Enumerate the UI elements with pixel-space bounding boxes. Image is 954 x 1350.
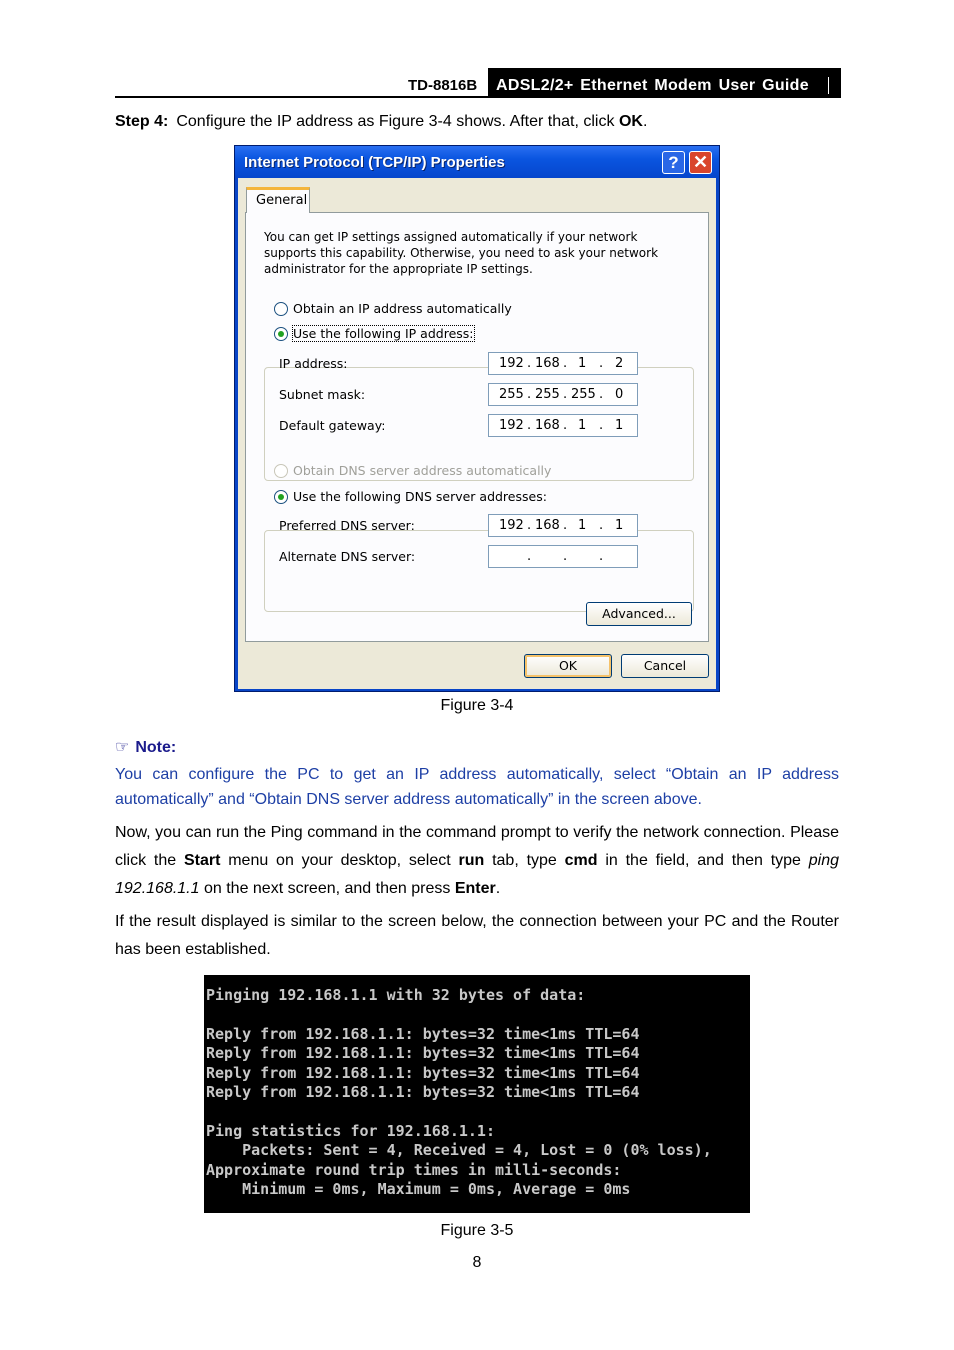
header-guide-title-text: ADSL2/2+ Ethernet Modem User Guide (496, 77, 809, 94)
default-gateway-field[interactable]: 192 . 168 . 1 . 1 (488, 414, 638, 437)
radio-obtain-ip-auto[interactable] (274, 301, 512, 316)
step4-paragraph (115, 110, 839, 134)
enter-bold: Enter (454, 880, 496, 897)
ip-octet: 168 (535, 356, 560, 371)
header-model: TD-8816B (408, 77, 478, 94)
radio-selected-icon (274, 490, 288, 504)
tcpip-properties-dialog (234, 145, 720, 692)
console-line: Reply from 192.168.1.1: bytes=32 time<1ms TTL=64 (206, 1083, 640, 1102)
gateway-octet: 1 (578, 418, 587, 433)
console-blank-line (206, 1102, 750, 1121)
cmd-bold: cmd (564, 852, 598, 869)
console-line: Minimum = 0ms, Maximum = 0ms, Average = 0ms (206, 1180, 631, 1199)
mask-octet: 255 (535, 387, 560, 402)
page-number: 8 (472, 1254, 482, 1271)
ping-text: . (495, 880, 501, 897)
radio-use-following-ip[interactable] (274, 326, 477, 341)
radio-obtain-ip-auto-label: Obtain an IP address automatically (293, 301, 512, 316)
dns-server-group (264, 530, 694, 612)
figure-3-5-caption: Figure 3-5 (440, 1222, 514, 1239)
mask-octet: 0 (615, 387, 624, 402)
ip-address-field[interactable]: 192 . 168 . 1 . 2 (488, 352, 638, 375)
ping-console-output (204, 975, 750, 1213)
ip-octet: 192 (499, 356, 524, 371)
close-icon[interactable]: ✕ (689, 151, 712, 174)
ping-text: on the next screen, and then press (199, 880, 455, 897)
console-line: Packets: Sent = 4, Received = 4, Lost = 0 (0% loss), (206, 1141, 712, 1160)
preferred-dns-label: Preferred DNS server: (279, 518, 415, 533)
console-line: Approximate round trip times in milli-seconds: (206, 1160, 622, 1179)
mask-octet: 255 (571, 387, 596, 402)
gateway-octet: 168 (535, 418, 560, 433)
console-line: Pinging 192.168.1.1 with 32 bytes of data: (206, 986, 586, 1004)
radio-use-following-dns[interactable] (274, 489, 550, 504)
mask-octet: 255 (499, 387, 524, 402)
run-bold: run (458, 852, 485, 869)
radio-obtain-dns-auto[interactable] (274, 463, 551, 478)
general-tab-panel (245, 212, 709, 642)
note-text: You can configure the PC to get an IP address automatically, select “Obtain an IP address automatically” and “Obtain DNS server address automatically” in the screen above. (115, 766, 839, 808)
dialog-titlebar[interactable] (235, 146, 719, 178)
radio-button-icon (274, 302, 288, 316)
radio-obtain-dns-auto-label: Obtain DNS server address automatically (293, 463, 552, 478)
cancel-button[interactable]: Cancel (621, 654, 709, 678)
radio-use-following-dns-label: Use the following DNS server addresses: (293, 489, 547, 504)
pointing-hand-icon: ☞ (115, 739, 130, 756)
alternate-dns-label: Alternate DNS server: (279, 549, 416, 564)
step4-end: . (642, 113, 648, 130)
ip-octet: 1 (578, 356, 587, 371)
radio-use-following-ip-label: Use the following IP address: (293, 326, 474, 341)
radio-selected-icon (274, 327, 288, 341)
console-line: Reply from 192.168.1.1: bytes=32 time<1ms TTL=64 (206, 1063, 640, 1082)
console-line: Ping statistics for 192.168.1.1: (206, 1121, 495, 1140)
alternate-dns-field[interactable]: . . . (488, 545, 638, 568)
step4-label: Step 4: (115, 113, 169, 130)
header-guide-title (488, 68, 841, 97)
dns-octet: 168 (535, 518, 560, 533)
advanced-button[interactable]: Advanced... (586, 602, 692, 626)
dialog-body (238, 178, 716, 689)
ping-text: tab, type (484, 852, 565, 869)
figure-3-4-caption: Figure 3-4 (440, 697, 514, 714)
console-line (206, 1005, 750, 1024)
tab-general[interactable]: General (246, 187, 310, 213)
gateway-octet: 192 (499, 418, 524, 433)
ping-text: in the field, and then type (597, 852, 809, 869)
dialog-description: You can get IP settings assigned automatically if your network supports this capability. Otherwise, you need to ask your network administrator for the appropriate IP settings. (264, 230, 659, 276)
gateway-octet: 1 (615, 418, 624, 433)
preferred-dns-field[interactable]: 192 . 168 . 1 . 1 (488, 514, 638, 537)
ping-text: menu on your desktop, select (220, 852, 459, 869)
default-gateway-label: Default gateway: (279, 418, 386, 433)
note-heading (115, 737, 176, 757)
start-bold: Start (183, 852, 221, 869)
console-line: Reply from 192.168.1.1: bytes=32 time<1ms TTL=64 (206, 1024, 640, 1043)
console-line: Reply from 192.168.1.1: bytes=32 time<1ms TTL=64 (206, 1044, 640, 1063)
header-divider (828, 77, 829, 94)
subnet-mask-field[interactable]: 255 . 255 . 255 . 0 (488, 383, 638, 406)
result-paragraph: If the result displayed is similar to the screen below, the connection between your PC and the Router has been established. (115, 913, 839, 958)
ip-address-label: IP address: (279, 356, 348, 371)
ping-command: ping 192.168.1.1 (115, 852, 840, 897)
help-icon[interactable]: ? (662, 151, 685, 174)
ok-button[interactable]: OK (524, 654, 612, 678)
step4-text: Configure the IP address as Figure 3-4 shows. After that, click (176, 113, 619, 130)
header-rule (115, 96, 841, 98)
ip-octet: 2 (615, 356, 624, 371)
subnet-mask-label: Subnet mask: (279, 387, 366, 402)
ping-instructions-paragraph (115, 819, 839, 903)
dialog-title: Internet Protocol (TCP/IP) Properties (244, 154, 505, 171)
dns-octet: 192 (499, 518, 524, 533)
radio-button-icon (274, 464, 288, 478)
note-title: Note: (135, 739, 177, 756)
dns-octet: 1 (615, 518, 624, 533)
dns-octet: 1 (578, 518, 587, 533)
step4-ok: OK (618, 113, 643, 130)
ping-text: Now, you can run the Ping command in the command prompt to verify the network connection. Please click the (115, 824, 839, 869)
